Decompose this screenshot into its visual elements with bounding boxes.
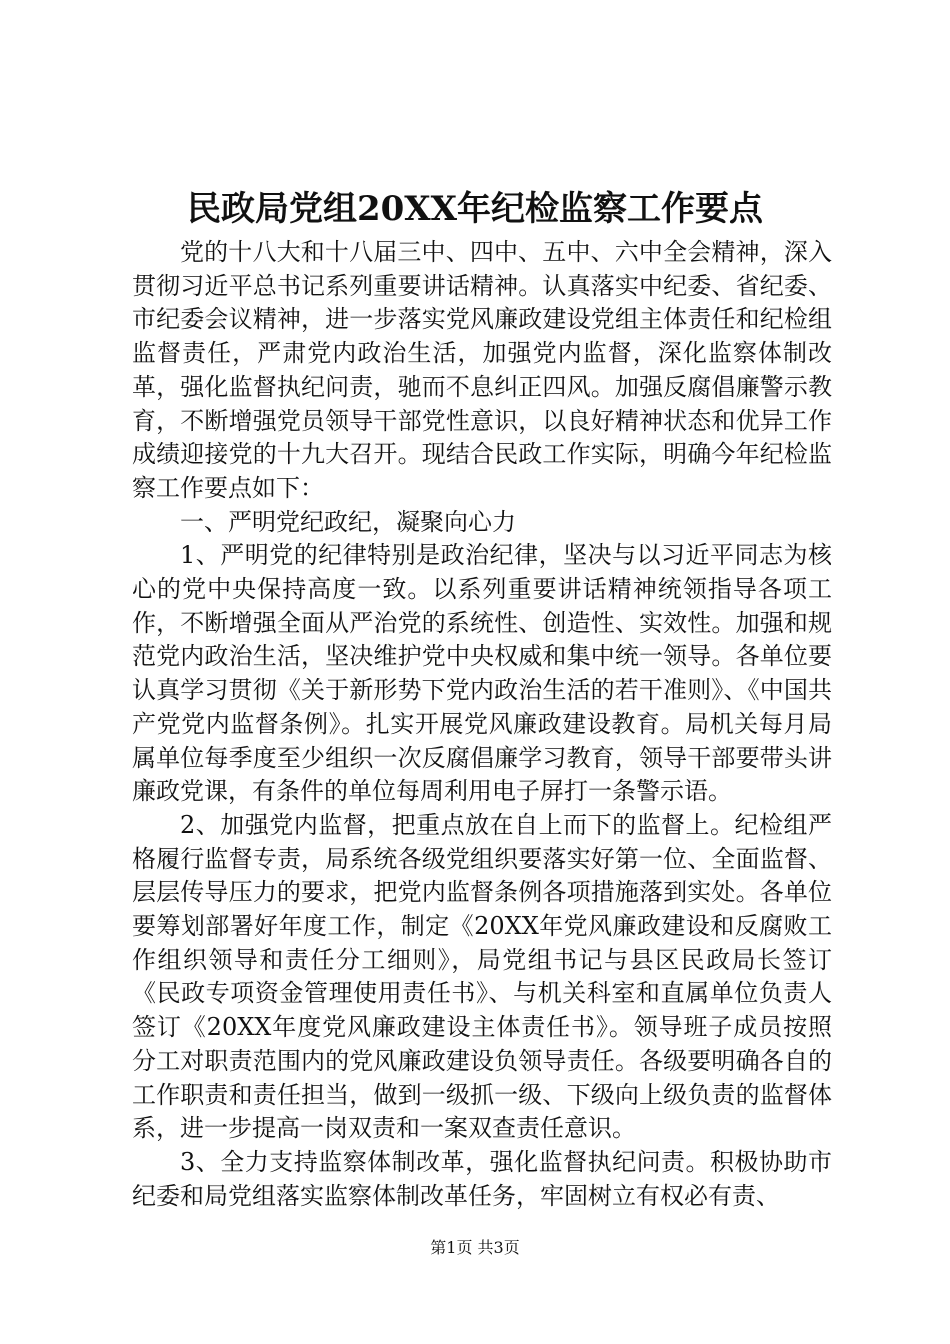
paragraph-item-3: 3、全力支持监察体制改革，强化监督执纪问责。积极协助市纪委和局党组落实监察体制改革任务，牢固树立有权必有责、 [132, 1147, 832, 1210]
paragraph-item-1: 1、严明党的纪律特别是政治纪律，坚决与以习近平同志为核心的党中央保持高度一致。以系列重要讲话精神统领指导各项工作，不断增强全面从严治党的系统性、创造性、实效性。加强和规范党内政治生活，坚决维护党中央权威和集中统一领导。各单位要认真学习贯彻《关于新形势下党内政治生活的若干准则》、《中国共产党党内监督条例》。扎实开展党风廉政建设教育。局机关每月局属单位每季度至少组织一次反腐倡廉学习教育，领导干部要带头讲廉政党课，有条件的单位每周利用电子屏打一条警示语。 [132, 541, 832, 806]
section-heading-1: 一、严明党纪政纪，凝聚向心力 [180, 507, 516, 536]
paragraph-item-2: 2、加强党内监督，把重点放在自上而下的监督上。纪检组严格履行监督专责，局系统各级党组织要落实好第一位、全面监督、层层传导压力的要求，把党内监督条例各项措施落到实处。各单位要筹划部署好年度工作，制定《20XX年党风廉政建设和反腐败工作组织领导和责任分工细则》，局党组书记与县区民政局长签订《民政专项资金管理使用责任书》、与机关科室和直属单位负责人签订《20XX年度党风廉政建设主体责任书》。领导班子成员按照分工对职责范围内的党风廉政建设负领导责任。各级要明确各自的工作职责和责任担当，做到一级抓一级、下级向上级负责的监督体系，进一步提高一岗双责和一案双查责任意识。 [132, 810, 832, 1143]
document-title: 民政局党组20XX年纪检监察工作要点 [186, 189, 764, 229]
paragraph-intro: 党的十八大和十八届三中、四中、五中、六中全会精神，深入贯彻习近平总书记系列重要讲话精神。认真落实中纪委、省纪委、市纪委会议精神，进一步落实党风廉政建设党组主体责任和纪检组监督责任，严肃党内政治生活，加强党内监督，深化监察体制改革，强化监督执纪问责，驰而不息纠正四风。加强反腐倡廉警示教育，不断增强党员领导干部党性意识，以良好精神状态和优异工作成绩迎接党的十九大召开。现结合民政工作实际，明确今年纪检监察工作要点如下： [132, 238, 832, 502]
page-number-footer: 第1页 共3页 [430, 1238, 520, 1257]
document-body [132, 236, 832, 1213]
